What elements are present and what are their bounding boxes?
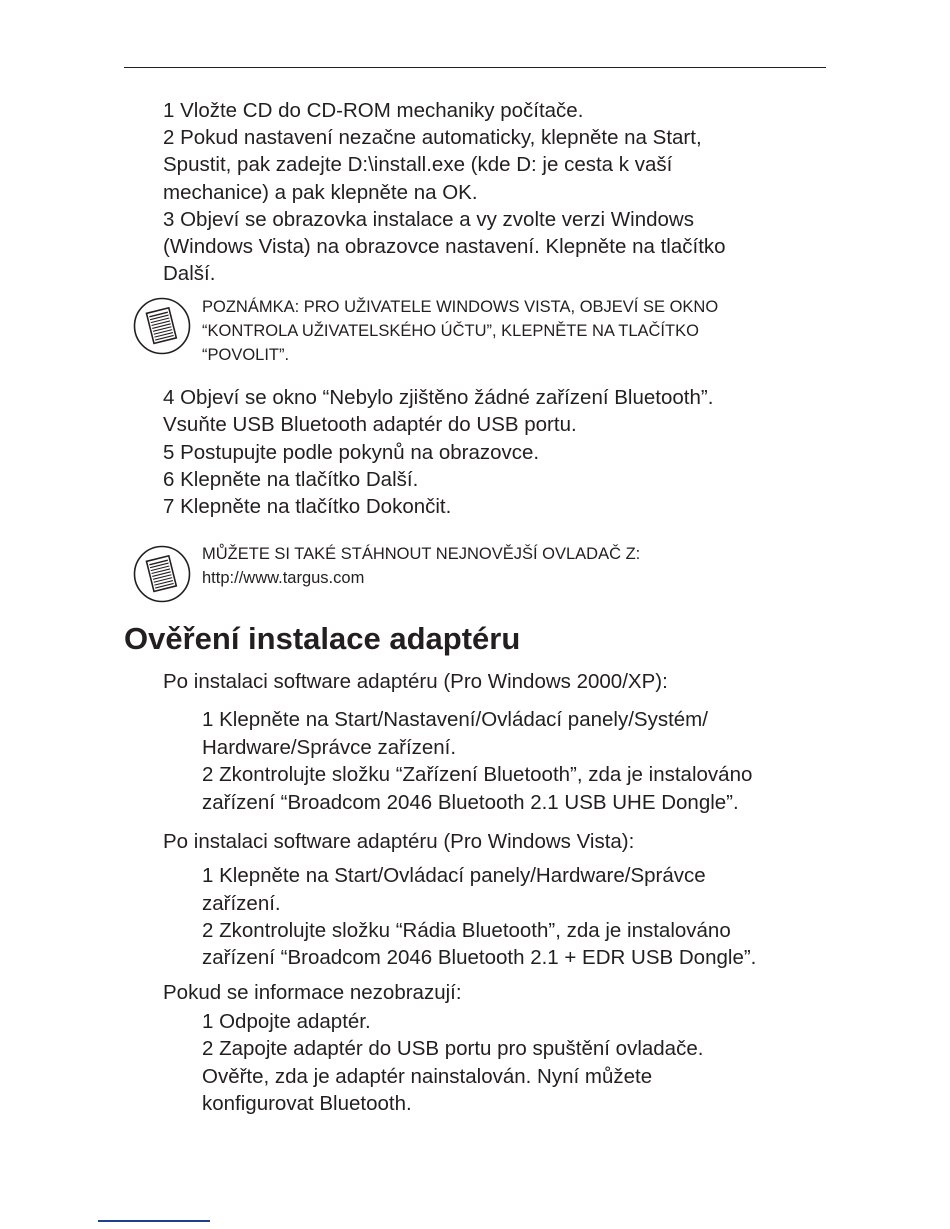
step-6-line: 6 Klepněte na tlačítko Další. <box>163 468 419 491</box>
missing-intro: Pokud se informace nezobrazují: <box>163 981 462 1004</box>
missing-step-2-line: 2 Zapojte adaptér do USB portu pro spuštění ovladače. <box>202 1037 704 1060</box>
xp-step-1-line-cont: Hardware/Správce zařízení. <box>202 736 457 759</box>
step-4-line-cont: Vsuňte USB Bluetooth adaptér do USB portu. <box>163 413 577 436</box>
missing-step-1-line: 1 Odpojte adaptér. <box>202 1010 371 1033</box>
step-2-line-cont: Spustit, pak zadejte D:\install.exe (kde D: je cesta k vaší <box>163 153 673 176</box>
xp-step-2-line-cont: zařízení “Broadcom 2046 Bluetooth 2.1 USB UHE Dongle”. <box>202 791 739 814</box>
step-3-line-cont: Další. <box>163 262 216 285</box>
vista-step-2-line: 2 Zkontrolujte složku “Rádia Bluetooth”, zda je instalováno <box>202 919 731 942</box>
vista-step-2-line-cont: zařízení “Broadcom 2046 Bluetooth 2.1 + EDR USB Dongle”. <box>202 946 757 969</box>
note-text-line: MŮŽETE SI TAKÉ STÁHNOUT NEJNOVĚJŠÍ OVLADAČ Z: <box>202 545 641 563</box>
driver-url-text: http://www.targus.com <box>202 569 365 587</box>
vista-step-1-line: 1 Klepněte na Start/Ovládací panely/Hardware/Správce <box>202 864 706 887</box>
vista-step-1-line-cont: zařízení. <box>202 892 281 915</box>
step-5-line: 5 Postupujte podle pokynů na obrazovce. <box>163 441 540 464</box>
note-text-line: “KONTROLA UŽIVATELSKÉHO ÚČTU”, KLEPNĚTE NA TLAČÍTKO <box>202 322 699 340</box>
note-text-line: POZNÁMKA: PRO UŽIVATELE WINDOWS VISTA, OBJEVÍ SE OKNO <box>202 298 719 316</box>
step-3-line: 3 Objeví se obrazovka instalace a vy zvolte verzi Windows <box>163 208 694 231</box>
missing-step-2-line-cont: konfigurovat Bluetooth. <box>202 1092 412 1115</box>
step-2-line: 2 Pokud nastavení nezačne automaticky, klepněte na Start, <box>163 126 702 149</box>
step-1-line: 1 Vložte CD do CD-ROM mechaniky počítače. <box>163 99 584 122</box>
footer-mark <box>98 1220 210 1222</box>
notepad-icon <box>133 545 191 603</box>
section-heading: Ověření instalace adaptéru <box>124 621 521 656</box>
step-3-line-cont: (Windows Vista) na obrazovce nastavení. Klepněte na tlačítko <box>163 235 726 258</box>
header-rule <box>124 67 826 68</box>
xp-intro: Po instalaci software adaptéru (Pro Windows 2000/XP): <box>163 670 668 693</box>
step-4-line: 4 Objeví se okno “Nebylo zjištěno žádné zařízení Bluetooth”. <box>163 386 714 409</box>
step-2-line-cont: mechanice) a pak klepněte na OK. <box>163 181 478 204</box>
step-7-line: 7 Klepněte na tlačítko Dokončit. <box>163 495 452 518</box>
vista-intro: Po instalaci software adaptéru (Pro Windows Vista): <box>163 830 635 853</box>
note-text-line: “POVOLIT”. <box>202 346 290 364</box>
notepad-icon <box>133 297 191 355</box>
xp-step-2-line: 2 Zkontrolujte složku “Zařízení Bluetooth”, zda je instalováno <box>202 763 753 786</box>
xp-step-1-line: 1 Klepněte na Start/Nastavení/Ovládací panely/Systém/ <box>202 708 708 731</box>
missing-step-2-line-cont: Ověřte, zda je adaptér nainstalován. Nyní můžete <box>202 1065 653 1088</box>
